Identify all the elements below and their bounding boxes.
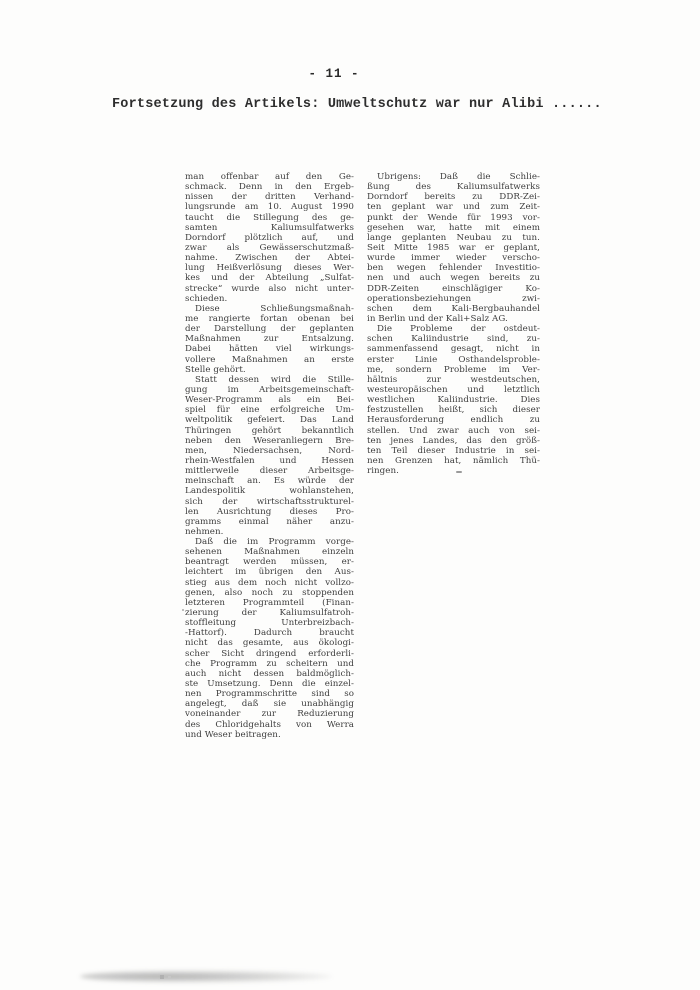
- text-line: voneinander zur Reduzierung: [185, 709, 354, 720]
- text-line: Maßnahmen zur Entsalzung.: [185, 334, 354, 345]
- text-line: Stelle gehört.: [185, 364, 246, 375]
- text-line: Übrigens: Daß die Schlie-: [377, 172, 540, 182]
- text-line: Dorndorf plötzlich auf, und: [185, 232, 354, 243]
- text-line: operationsbeziehungen zwi-: [367, 293, 540, 304]
- text-line: strecke“ wurde also nicht unter-: [185, 283, 354, 294]
- text-line: stieg aus dem noch nicht vollzo-: [185, 577, 354, 588]
- text-line: weltpolitik gefeiert. Das Land: [185, 415, 354, 426]
- text-line: ßung des Kaliumsulfatwerks: [367, 182, 540, 193]
- text-line: stoffleitung Unterbreizbach-: [185, 618, 354, 629]
- text-line: Seit Mitte 1985 war er geplant,: [367, 242, 540, 253]
- text-line: beantragt werden müssen, er-: [185, 557, 354, 568]
- text-line: Thüringen gehört bekanntlich: [185, 425, 354, 436]
- article-column-left: [185, 172, 354, 740]
- text-line: zierung der Kaliumsulfatroh-: [185, 608, 354, 619]
- scan-speck: [168, 976, 171, 979]
- text-line: nissen der dritten Verhand-: [185, 192, 354, 203]
- scanner-smudge: [80, 970, 332, 983]
- text-line: lange geplanten Neubau zu tun.: [367, 232, 540, 243]
- text-line: leichtert im übrigen den Aus-: [185, 567, 354, 578]
- text-line: spiel für eine erfolgreiche Um-: [185, 405, 354, 416]
- text-line: schen Kaliindustrie sind, zu-: [367, 334, 540, 345]
- text-line: men, Niedersachsen, Nord-: [185, 445, 354, 456]
- text-line: der Darstellung der geplanten: [185, 324, 354, 335]
- text-line: Weser-Programm als ein Bei-: [185, 395, 354, 406]
- text-line: scher Sicht dringend erforderli-: [185, 648, 354, 659]
- scan-speck: [456, 471, 462, 473]
- text-line: stellen. Und zwar auch von sei-: [367, 425, 540, 436]
- scan-speck: [160, 975, 164, 979]
- text-line: des Chloridgehalts von Werra: [185, 719, 354, 730]
- text-line: len Ausrichtung dieses Pro-: [185, 506, 354, 517]
- text-line: letzteren Programmteil (Finan-: [185, 597, 354, 608]
- text-line: westeuropäischen und letztlich: [367, 384, 540, 395]
- text-line: wurde immer wieder verscho-: [367, 253, 540, 264]
- text-line: kes und der Abteilung „Sulfat-: [185, 273, 354, 284]
- text-line: sammenfassend gesagt, nicht in: [367, 344, 540, 355]
- text-line: gung im Arbeitsgemeinschaft-: [185, 384, 354, 395]
- text-line: Dabei hätten viel wirkungs-: [185, 344, 354, 355]
- page-number: - 11 -: [308, 67, 360, 81]
- text-line: erster Linie Osthandelsproble-: [367, 354, 540, 365]
- scan-speck: [182, 609, 184, 611]
- text-line: Statt dessen wird die Stille-: [195, 374, 354, 385]
- text-line: gesehen war, hatte mit einem: [367, 222, 540, 233]
- text-line: nicht das gesamte, aus ökologi-: [185, 638, 354, 649]
- text-line: ten Teil dieser Industrie in sei-: [367, 445, 540, 456]
- text-line: lung Heißverlösung dieses Wer-: [185, 263, 354, 274]
- text-line: sehenen Maßnahmen einzeln: [185, 547, 354, 558]
- text-line: Diese Schließungsmaßnah-: [195, 303, 354, 314]
- text-line: Dorndorf bereits zu DDR-Zei-: [367, 192, 540, 203]
- text-line: neben den Weseranliegern Bre-: [185, 435, 354, 446]
- text-line: Die Probleme der ostdeut-: [377, 324, 540, 335]
- text-line: angelegt, daß sie unabhängig: [185, 699, 354, 710]
- text-line: gramms einmal näher anzu-: [185, 516, 354, 527]
- text-line: ten geplant war und zum Zeit-: [367, 202, 540, 213]
- text-line: Landespolitik wohlanstehen,: [185, 486, 354, 497]
- text-line: zwar als Gewässerschutzmaß-: [185, 242, 354, 253]
- text-line: me rangierte fortan obenan bei: [185, 313, 354, 324]
- text-line: und Weser beitragen.: [185, 729, 281, 740]
- text-line: vollere Maßnahmen an erste: [185, 354, 354, 365]
- text-line: westlichen Kaliindustrie. Dies: [367, 395, 540, 406]
- text-line: Herausforderung endlich zu: [367, 415, 540, 426]
- text-line: schmack. Denn in den Ergeb-: [185, 182, 354, 193]
- text-line: man offenbar auf den Ge-: [185, 172, 354, 182]
- text-line: sich der wirtschaftsstrukturel-: [185, 496, 354, 507]
- article-column-right: [367, 172, 540, 476]
- text-line: rhein-Westfalen und Hessen: [185, 455, 354, 466]
- text-line: meinschaft an. Es würde der: [185, 476, 354, 487]
- text-line: ten jenes Landes, das den größ-: [367, 435, 540, 446]
- text-line: hältnis zur westdeutschen,: [367, 374, 540, 385]
- text-line: ben wegen fehlender Investitio-: [367, 263, 540, 274]
- text-line: taucht die Stillegung des ge-: [185, 212, 354, 223]
- text-line: -Hattorf). Dadurch braucht: [185, 628, 354, 639]
- text-line: nen Grenzen hat, nämlich Thü-: [367, 455, 540, 466]
- text-line: me, sondern Probleme im Ver-: [367, 364, 540, 375]
- text-line: in Berlin und der Kali+Salz AG.: [367, 313, 508, 324]
- text-line: che Programm zu scheitern und: [185, 658, 354, 669]
- text-line: nen Programmschritte sind so: [185, 689, 354, 700]
- text-line: festzustellen heißt, sich dieser: [367, 405, 540, 416]
- text-line: DDR-Zeiten einschlägiger Ko-: [367, 283, 540, 294]
- text-line: schen dem Kali-Bergbauhandel: [367, 303, 540, 314]
- text-line: auch nicht dessen baldmöglich-: [185, 668, 354, 679]
- text-line: mittlerweile dieser Arbeitsge-: [185, 466, 354, 477]
- text-line: genen, also noch zu stoppenden: [185, 587, 354, 598]
- text-line: ringen.: [367, 466, 399, 477]
- text-line: schieden.: [185, 293, 228, 304]
- text-line: Daß die im Programm vorge-: [195, 537, 354, 548]
- text-line: nahme. Zwischen der Abtei-: [185, 253, 354, 264]
- text-line: lungsrunde am 10. August 1990: [185, 202, 354, 213]
- text-line: ste Umsetzung. Denn die einzel-: [185, 679, 354, 690]
- text-line: samten Kaliumsulfatwerks: [185, 222, 354, 233]
- article-continuation-header: Fortsetzung des Artikels: Umweltschutz war nur Alibi ......: [112, 97, 602, 112]
- text-line: nehmen.: [185, 526, 224, 537]
- text-line: punkt der Wende für 1993 vor-: [367, 212, 540, 223]
- text-line: nen und auch wegen bereits zu: [367, 273, 540, 284]
